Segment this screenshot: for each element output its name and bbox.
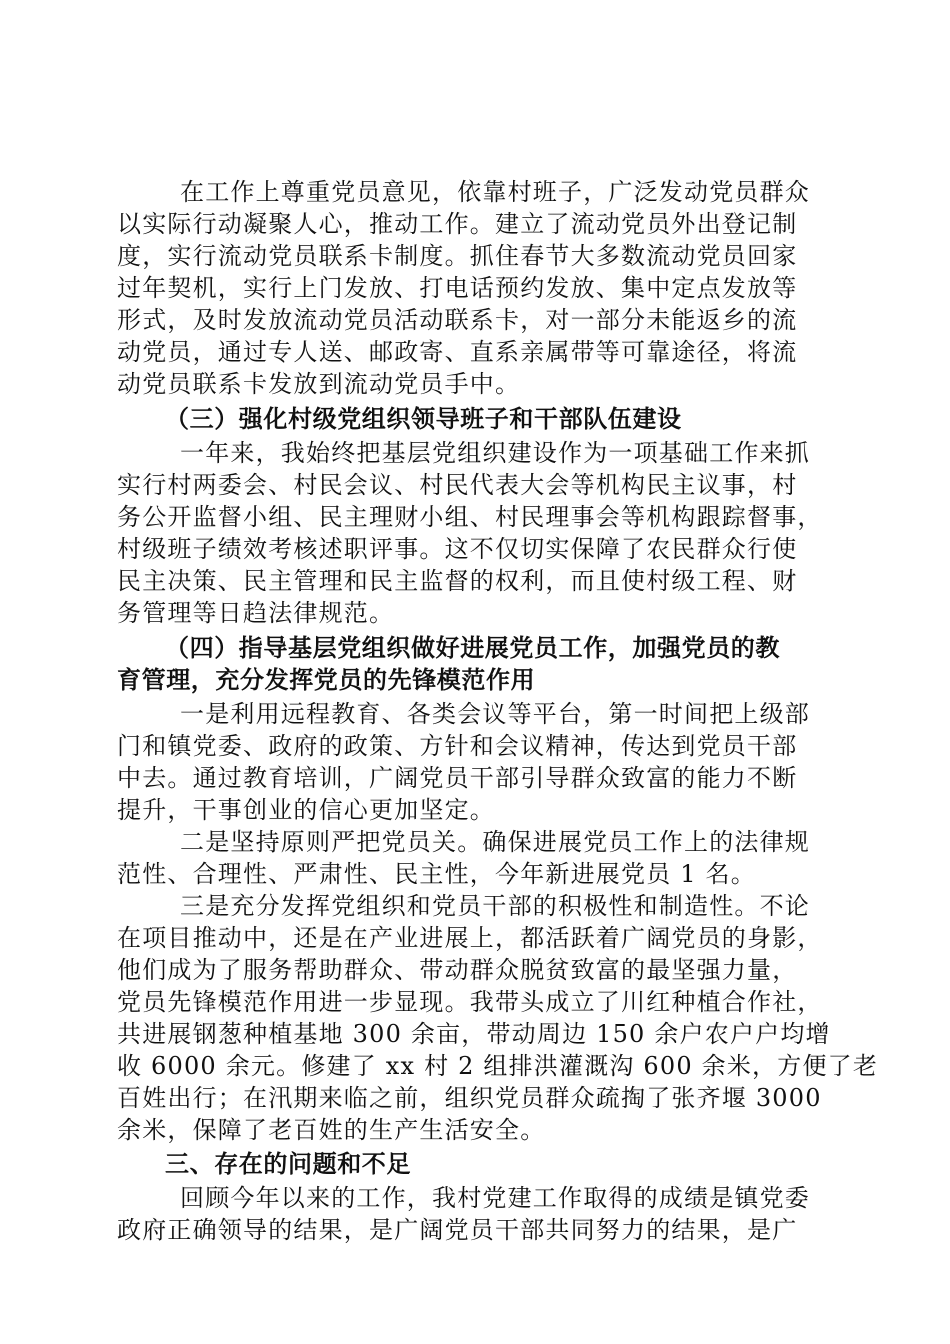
section-heading: （四）指导基层党组织做好进展党员工作，加强党员的教 — [165, 634, 780, 662]
paragraph-line: 百姓出行；在汛期来临之前，组织党员群众疏掏了张齐堰 3000 — [117, 1084, 822, 1112]
paragraph-line: 余米，保障了老百姓的生产生活安全。 — [117, 1116, 546, 1144]
paragraph-line: 提升，干事创业的信心更加坚定。 — [117, 796, 495, 824]
paragraph-line: 政府正确领导的结果，是广阔党员干部共同努力的结果，是广 — [117, 1216, 798, 1244]
paragraph-line: 一年来，我始终把基层党组织建设作为一项基础工作来抓 — [180, 439, 810, 467]
paragraph-line: 三是充分发挥党组织和党员干部的积极性和制造性。不论 — [180, 892, 810, 920]
paragraph-line: 动党员，通过专人送、邮政寄、直系亲属带等可靠途径，将流 — [117, 338, 798, 366]
section-heading: 三、存在的问题和不足 — [165, 1150, 411, 1178]
paragraph-line: 范性、合理性、严肃性、民主性，今年新进展党员 1 名。 — [117, 860, 756, 888]
paragraph-line: 过年契机，实行上门发放、打电话预约发放、集中定点发放等 — [117, 274, 798, 302]
paragraph-line: 动党员联系卡发放到流动党员手中。 — [117, 370, 521, 398]
paragraph-line: 二是坚持原则严把党员关。确保进展党员工作上的法律规 — [180, 828, 810, 856]
paragraph-line: 回顾今年以来的工作，我村党建工作取得的成绩是镇党委 — [180, 1184, 810, 1212]
paragraph-line: 一是利用远程教育、各类会议等平台，第一时间把上级部 — [180, 700, 810, 728]
paragraph-line: 务公开监督小组、民主理财小组、村民理事会等机构跟踪督事， — [117, 503, 823, 531]
paragraph-line: 民主决策、民主管理和民主监督的权利，而且使村级工程、财 — [117, 567, 798, 595]
paragraph-line: 他们成为了服务帮助群众、带动群众脱贫致富的最坚强力量， — [117, 956, 798, 984]
paragraph-line: 形式，及时发放流动党员活动联系卡，对一部分未能返乡的流 — [117, 306, 798, 334]
paragraph-line: 收 6000 余元。修建了 xx 村 2 组排洪灌溉沟 600 余米，方便了老 — [117, 1052, 879, 1080]
paragraph-line: 实行村两委会、村民会议、村民代表大会等机构民主议事，村 — [117, 471, 798, 499]
section-heading: （三）强化村级党组织领导班子和干部队伍建设 — [165, 405, 682, 433]
paragraph-line: 中去。通过教育培训，广阔党员干部引导群众致富的能力不断 — [117, 764, 798, 792]
section-heading: 育管理，充分发挥党员的先锋模范作用 — [117, 666, 536, 694]
paragraph-line: 以实际行动凝聚人心，推动工作。建立了流动党员外出登记制 — [117, 210, 798, 238]
paragraph-line: 共进展钢葱种植基地 300 余亩，带动周边 150 余户农户户均增 — [117, 1020, 831, 1048]
paragraph-line: 在项目推动中，还是在产业进展上，都活跃着广阔党员的身影， — [117, 924, 823, 952]
paragraph-line: 党员先锋模范作用进一步显现。我带头成立了川红种植合作社， — [117, 988, 823, 1016]
paragraph-line: 在工作上尊重党员意见，依靠村班子，广泛发动党员群众 — [180, 178, 810, 206]
paragraph-line: 务管理等日趋法律规范。 — [117, 599, 395, 627]
paragraph-line: 门和镇党委、政府的政策、方针和会议精神，传达到党员干部 — [117, 732, 798, 760]
paragraph-line: 度，实行流动党员联系卡制度。抓住春节大多数流动党员回家 — [117, 242, 798, 270]
paragraph-line: 村级班子绩效考核述职评事。这不仅切实保障了农民群众行使 — [117, 535, 798, 563]
